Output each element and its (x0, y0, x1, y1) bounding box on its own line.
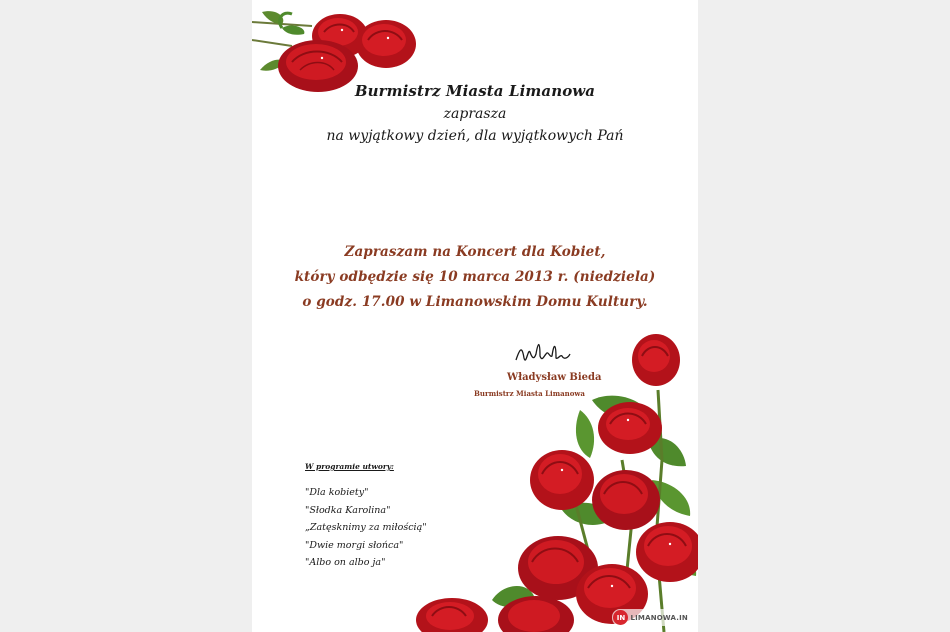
list-item: "Dla kobiety" (305, 487, 369, 498)
list-item: "Albo on albo ja" (305, 557, 386, 568)
roses-bottom-right-decoration (412, 320, 698, 632)
list-item: „Zatęsknimy za miłością" (305, 522, 427, 533)
invitation-heading (252, 82, 698, 144)
heading-title: Burmistrz Miasta Limanowa (354, 82, 596, 100)
list-item: "Dwie morgi słońca" (305, 539, 404, 551)
invitation-poster (252, 0, 698, 632)
invitation-line-3: o godz. 17.00 w Limanowskim Domu Kultury. (302, 294, 648, 310)
site-logo-icon: IN (613, 610, 628, 625)
program-heading: W programie utwory: (305, 462, 394, 471)
heading-invites: zaprasza (443, 106, 507, 122)
invitation-text (252, 240, 698, 315)
program-list (305, 484, 427, 572)
heading-subtitle: na wyjątkowy dzień, dla wyjątkowych Pań (326, 128, 624, 144)
site-name: LIMANOWA.IN (630, 613, 688, 622)
signatory-name: Władysław Bieda (507, 372, 602, 383)
invitation-line-2: który odbędzie się 10 marca 2013 r. (niedziela) (294, 269, 656, 285)
signatory-role: Burmistrz Miasta Limanowa (474, 389, 585, 398)
site-watermark (612, 609, 692, 626)
list-item: "Słodka Karolina" (305, 504, 391, 516)
invitation-line-1: Zapraszam na Koncert dla Kobiet, (344, 244, 606, 260)
